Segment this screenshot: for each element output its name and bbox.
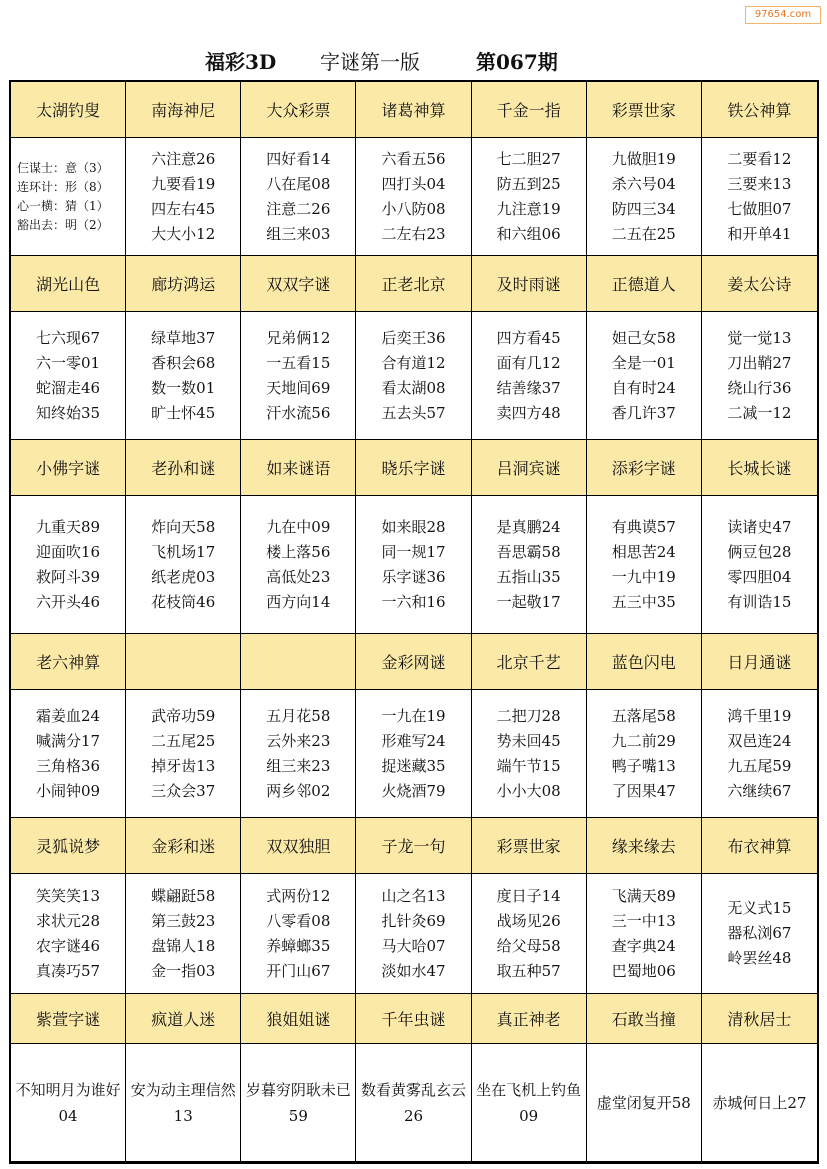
riddle-line: 和六组06 bbox=[496, 224, 561, 243]
riddle-cell bbox=[126, 312, 241, 440]
riddle-cell bbox=[587, 138, 702, 256]
riddle-line: 一六和16 bbox=[381, 592, 446, 611]
riddle-line: 五落尾58 bbox=[611, 706, 676, 725]
riddle-line: 九五尾59 bbox=[727, 756, 792, 775]
riddle-line: 结善缘37 bbox=[496, 378, 561, 397]
column-header: 石敢当撞 bbox=[587, 994, 702, 1044]
riddle-line: 乐字谜36 bbox=[381, 567, 446, 586]
title-lottery: 福彩3D bbox=[205, 50, 277, 74]
riddle-line: 旷士怀45 bbox=[151, 403, 216, 422]
riddle-cell bbox=[472, 496, 587, 634]
column-header: 真正神老 bbox=[472, 994, 587, 1044]
riddle-line: 吾思霸58 bbox=[496, 542, 561, 561]
riddle-line: 绿草地37 bbox=[151, 328, 216, 347]
column-header: 老孙和谜 bbox=[126, 440, 241, 496]
riddle-line: 小八防08 bbox=[381, 199, 446, 218]
riddle-cell bbox=[587, 496, 702, 634]
riddle-line: 杀六号04 bbox=[611, 174, 676, 193]
riddle-line: 刀出鞘27 bbox=[727, 353, 792, 372]
riddle-line: 飞机场17 bbox=[151, 542, 216, 561]
riddle-cell bbox=[472, 312, 587, 440]
riddle-line: 一九中19 bbox=[611, 567, 676, 586]
riddle-cell bbox=[356, 690, 471, 818]
column-header: 紫萱字谜 bbox=[11, 994, 126, 1044]
column-header: 灵狐说梦 bbox=[11, 818, 126, 874]
riddle-line: 二五尾25 bbox=[151, 731, 216, 750]
riddle-line: 七二胆27 bbox=[496, 149, 561, 168]
riddle-line: 九做胆19 bbox=[611, 149, 676, 168]
riddle-line: 端午节15 bbox=[496, 756, 561, 775]
riddle-line: 三一中13 bbox=[611, 911, 676, 930]
riddle-line: 势未回45 bbox=[496, 731, 561, 750]
riddle-line: 赤城何日上27 bbox=[712, 1093, 807, 1112]
riddle-line: 五三中35 bbox=[611, 592, 676, 611]
riddle-line: 小小大08 bbox=[496, 781, 561, 800]
riddle-table bbox=[9, 80, 819, 1164]
column-header: 狼姐姐谜 bbox=[241, 994, 356, 1044]
column-header: 金彩网谜 bbox=[356, 634, 471, 690]
riddle-cell bbox=[702, 496, 817, 634]
riddle-line: 合有道12 bbox=[381, 353, 446, 372]
riddle-line: 掉牙齿13 bbox=[151, 756, 216, 775]
riddle-line: 盘锦人18 bbox=[151, 936, 216, 955]
column-header: 双双字谜 bbox=[241, 256, 356, 312]
riddle-line: 三要来13 bbox=[727, 174, 792, 193]
riddle-line: 汗水流56 bbox=[266, 403, 331, 422]
riddle-line: 八在尾08 bbox=[266, 174, 331, 193]
riddle-line: 喊满分17 bbox=[36, 731, 101, 750]
riddle-cell bbox=[126, 138, 241, 256]
riddle-line: 真凑巧57 bbox=[36, 961, 101, 980]
riddle-line: 卖四方48 bbox=[496, 403, 561, 422]
riddle-line: 飞满天89 bbox=[611, 886, 676, 905]
riddle-cell bbox=[587, 690, 702, 818]
riddle-line: 蛇溜走46 bbox=[36, 378, 101, 397]
riddle-line: 八零看08 bbox=[266, 911, 331, 930]
riddle-line: 养蟑螂35 bbox=[266, 936, 331, 955]
riddle-line: 查字典24 bbox=[611, 936, 676, 955]
riddle-line: 六继续67 bbox=[727, 781, 792, 800]
column-header: 小佛字谜 bbox=[11, 440, 126, 496]
title-issue: 第067期 bbox=[476, 50, 558, 74]
riddle-line: 零四胆04 bbox=[727, 567, 792, 586]
column-header: 湖光山色 bbox=[11, 256, 126, 312]
riddle-line: 自有时24 bbox=[611, 378, 676, 397]
column-header: 姜太公诗 bbox=[702, 256, 817, 312]
riddle-cell bbox=[702, 690, 817, 818]
riddle-line: 二左右23 bbox=[381, 224, 446, 243]
column-header: 南海神尼 bbox=[126, 82, 241, 138]
riddle-cell bbox=[472, 1044, 587, 1162]
riddle-line: 数一数01 bbox=[151, 378, 216, 397]
site-watermark: 97654.com bbox=[745, 6, 821, 24]
riddle-line: 笑笑笑13 bbox=[36, 886, 101, 905]
riddle-line: 火烧酒79 bbox=[381, 781, 446, 800]
riddle-line: 高低处23 bbox=[266, 567, 331, 586]
riddle-line: 双邑连24 bbox=[727, 731, 792, 750]
riddle-line: 读诸史47 bbox=[727, 517, 792, 536]
column-header: 如来谜语 bbox=[241, 440, 356, 496]
riddle-line: 了因果47 bbox=[611, 781, 676, 800]
riddle-line: 注意二26 bbox=[266, 199, 331, 218]
riddle-line: 六看五56 bbox=[381, 149, 446, 168]
riddle-line: 同一规17 bbox=[381, 542, 446, 561]
riddle-line: 七做胆07 bbox=[727, 199, 792, 218]
column-header: 子龙一句 bbox=[356, 818, 471, 874]
riddle-line: 云外来23 bbox=[266, 731, 331, 750]
riddle-line: 马大哈07 bbox=[381, 936, 446, 955]
riddle-cell bbox=[126, 690, 241, 818]
column-header: 廊坊鸿运 bbox=[126, 256, 241, 312]
riddle-cell bbox=[241, 138, 356, 256]
riddle-line: 心一横：猜（1） bbox=[17, 198, 109, 213]
column-header: 双双独胆 bbox=[241, 818, 356, 874]
riddle-cell bbox=[126, 1044, 241, 1162]
riddle-line: 四好看14 bbox=[266, 149, 331, 168]
riddle-line: 天地间69 bbox=[266, 378, 331, 397]
riddle-line: 豁出去：明（2） bbox=[17, 217, 109, 232]
riddle-cell bbox=[11, 1044, 126, 1162]
riddle-cell bbox=[472, 874, 587, 994]
column-header: 晓乐字谜 bbox=[356, 440, 471, 496]
riddle-cell bbox=[241, 1044, 356, 1162]
riddle-line: 蝶翩跹58 bbox=[151, 886, 216, 905]
riddle-line: 有训诰15 bbox=[727, 592, 792, 611]
riddle-line: 安为动主理信然13 bbox=[130, 1080, 236, 1125]
riddle-cell bbox=[11, 312, 126, 440]
riddle-line: 一九在19 bbox=[381, 706, 446, 725]
riddle-line: 俩豆包28 bbox=[727, 542, 792, 561]
riddle-line: 六开头46 bbox=[36, 592, 101, 611]
column-header bbox=[126, 634, 241, 690]
riddle-line: 四方看45 bbox=[496, 328, 561, 347]
riddle-line: 数看黄雾乱玄云26 bbox=[360, 1080, 466, 1125]
riddle-cell bbox=[241, 496, 356, 634]
riddle-line: 九要看19 bbox=[151, 174, 216, 193]
riddle-line: 二要看12 bbox=[727, 149, 792, 168]
page-title bbox=[0, 46, 827, 76]
riddle-line: 一五看15 bbox=[266, 353, 331, 372]
riddle-line: 是真鹏24 bbox=[496, 517, 561, 536]
riddle-line: 二把刀28 bbox=[496, 706, 561, 725]
column-header: 彩票世家 bbox=[472, 818, 587, 874]
riddle-line: 岭罢丝48 bbox=[727, 949, 792, 967]
riddle-line: 淡如水47 bbox=[381, 961, 446, 980]
riddle-line: 五月花58 bbox=[266, 706, 331, 725]
riddle-line: 绕山行36 bbox=[727, 378, 792, 397]
riddle-line: 取五种57 bbox=[496, 961, 561, 980]
riddle-line: 三众会37 bbox=[151, 781, 216, 800]
riddle-line: 武帝功59 bbox=[151, 706, 216, 725]
riddle-line: 鸭子嘴13 bbox=[611, 756, 676, 775]
riddle-line: 相思苦24 bbox=[611, 542, 676, 561]
riddle-line: 组三来23 bbox=[266, 756, 331, 775]
column-header: 及时雨谜 bbox=[472, 256, 587, 312]
riddle-line: 楼上落56 bbox=[266, 542, 331, 561]
riddle-line: 西方向14 bbox=[266, 592, 331, 611]
riddle-line: 妲己女58 bbox=[611, 328, 676, 347]
column-header: 布衣神算 bbox=[702, 818, 817, 874]
column-header: 太湖钓叟 bbox=[11, 82, 126, 138]
riddle-line: 战场见26 bbox=[496, 911, 561, 930]
riddle-line: 不知明月为谁好04 bbox=[15, 1080, 121, 1125]
riddle-line: 霜姜血24 bbox=[36, 706, 101, 725]
column-header: 金彩和迷 bbox=[126, 818, 241, 874]
riddle-cell bbox=[11, 874, 126, 994]
column-header: 日月通谜 bbox=[702, 634, 817, 690]
column-header: 正德道人 bbox=[587, 256, 702, 312]
riddle-line: 捉迷藏35 bbox=[381, 756, 446, 775]
riddle-cell bbox=[702, 874, 817, 994]
riddle-line: 和开单41 bbox=[727, 224, 792, 243]
column-header: 老六神算 bbox=[11, 634, 126, 690]
column-header: 疯道人迷 bbox=[126, 994, 241, 1044]
riddle-line: 三角格36 bbox=[36, 756, 101, 775]
riddle-cell bbox=[587, 1044, 702, 1162]
riddle-cell bbox=[356, 496, 471, 634]
riddle-line: 香几许37 bbox=[611, 403, 676, 422]
riddle-line: 六注意26 bbox=[151, 149, 216, 168]
riddle-line: 小闹钟09 bbox=[36, 781, 101, 800]
riddle-cell bbox=[126, 874, 241, 994]
riddle-cell bbox=[702, 138, 817, 256]
riddle-cell bbox=[241, 690, 356, 818]
riddle-line: 鸿千里19 bbox=[727, 706, 792, 725]
riddle-line: 知终始35 bbox=[36, 403, 101, 422]
riddle-line: 九注意19 bbox=[496, 199, 561, 218]
riddle-line: 开门山67 bbox=[266, 961, 331, 980]
column-header: 大众彩票 bbox=[241, 82, 356, 138]
riddle-cell bbox=[587, 312, 702, 440]
riddle-line: 虚堂闭复开58 bbox=[596, 1093, 691, 1112]
column-header: 长城长谜 bbox=[702, 440, 817, 496]
riddle-line: 五去头57 bbox=[381, 403, 446, 422]
riddle-line: 花枝筒46 bbox=[151, 592, 216, 611]
riddle-line: 防五到25 bbox=[496, 174, 561, 193]
riddle-cell bbox=[126, 496, 241, 634]
riddle-line: 炸向天58 bbox=[151, 517, 216, 536]
riddle-line: 六一零01 bbox=[36, 353, 101, 372]
riddle-line: 金一指03 bbox=[151, 961, 216, 980]
riddle-line: 看太湖08 bbox=[381, 378, 446, 397]
riddle-line: 迎面吹16 bbox=[36, 542, 101, 561]
riddle-cell bbox=[472, 690, 587, 818]
riddle-line: 救阿斗39 bbox=[36, 567, 101, 586]
riddle-line: 无义式15 bbox=[727, 899, 792, 917]
riddle-line: 二五在25 bbox=[611, 224, 676, 243]
column-header: 清秋居士 bbox=[702, 994, 817, 1044]
riddle-line: 仨谋士：意（3） bbox=[17, 160, 109, 175]
riddle-line: 觉一觉13 bbox=[727, 328, 792, 347]
riddle-line: 九在中09 bbox=[266, 517, 331, 536]
riddle-line: 一起敬17 bbox=[496, 592, 561, 611]
column-header: 蓝色闪电 bbox=[587, 634, 702, 690]
riddle-cell bbox=[472, 138, 587, 256]
title-edition: 字谜第一版 bbox=[320, 50, 420, 74]
riddle-cell bbox=[587, 874, 702, 994]
riddle-line: 五指山35 bbox=[496, 567, 561, 586]
column-header: 诸葛神算 bbox=[356, 82, 471, 138]
riddle-line: 扎针灸69 bbox=[381, 911, 446, 930]
riddle-cell bbox=[356, 1044, 471, 1162]
riddle-line: 求状元28 bbox=[36, 911, 101, 930]
riddle-cell bbox=[702, 1044, 817, 1162]
riddle-line: 式两份12 bbox=[266, 886, 331, 905]
riddle-cell bbox=[356, 138, 471, 256]
riddle-line: 器私浏67 bbox=[727, 924, 792, 942]
column-header: 千年虫谜 bbox=[356, 994, 471, 1044]
riddle-line: 全是一01 bbox=[611, 353, 676, 372]
riddle-line: 四左右45 bbox=[151, 199, 216, 218]
column-header: 吕洞宾谜 bbox=[472, 440, 587, 496]
riddle-cell bbox=[11, 690, 126, 818]
riddle-line: 度日子14 bbox=[496, 886, 561, 905]
riddle-line: 巴蜀地06 bbox=[611, 961, 676, 980]
riddle-cell bbox=[356, 874, 471, 994]
riddle-line: 后奕王36 bbox=[381, 328, 446, 347]
column-header: 千金一指 bbox=[472, 82, 587, 138]
riddle-line: 给父母58 bbox=[496, 936, 561, 955]
riddle-line: 岁暮穷阴耿未已59 bbox=[245, 1080, 351, 1125]
riddle-cell bbox=[11, 496, 126, 634]
riddle-line: 有典谟57 bbox=[611, 517, 676, 536]
riddle-line: 九重天89 bbox=[36, 517, 101, 536]
column-header: 彩票世家 bbox=[587, 82, 702, 138]
riddle-line: 连环计：形（8） bbox=[17, 179, 109, 194]
riddle-line: 面有几12 bbox=[496, 353, 561, 372]
riddle-line: 坐在飞机上钓鱼09 bbox=[476, 1080, 582, 1125]
riddle-line: 第三鼓23 bbox=[151, 911, 216, 930]
column-header: 正老北京 bbox=[356, 256, 471, 312]
riddle-line: 香积会68 bbox=[151, 353, 216, 372]
riddle-line: 防四三34 bbox=[611, 199, 676, 218]
riddle-line: 纸老虎03 bbox=[151, 567, 216, 586]
riddle-line: 大大小12 bbox=[151, 224, 216, 243]
column-header: 缘来缘去 bbox=[587, 818, 702, 874]
riddle-line: 二减一12 bbox=[727, 403, 792, 422]
riddle-line: 四打头04 bbox=[381, 174, 446, 193]
riddle-line: 农字谜46 bbox=[36, 936, 101, 955]
riddle-line: 组三来03 bbox=[266, 224, 331, 243]
column-header: 添彩字谜 bbox=[587, 440, 702, 496]
riddle-line: 如来眼28 bbox=[381, 517, 446, 536]
column-header: 北京千艺 bbox=[472, 634, 587, 690]
riddle-cell bbox=[356, 312, 471, 440]
riddle-cell bbox=[241, 874, 356, 994]
riddle-cell bbox=[11, 138, 126, 256]
riddle-cell bbox=[702, 312, 817, 440]
column-header bbox=[241, 634, 356, 690]
riddle-line: 两乡邻02 bbox=[266, 781, 331, 800]
riddle-line: 七六现67 bbox=[36, 328, 101, 347]
riddle-line: 九二前29 bbox=[611, 731, 676, 750]
riddle-cell bbox=[241, 312, 356, 440]
column-header: 铁公神算 bbox=[702, 82, 817, 138]
riddle-line: 形难写24 bbox=[381, 731, 446, 750]
riddle-line: 山之名13 bbox=[381, 886, 446, 905]
riddle-line: 兄弟俩12 bbox=[266, 328, 331, 347]
